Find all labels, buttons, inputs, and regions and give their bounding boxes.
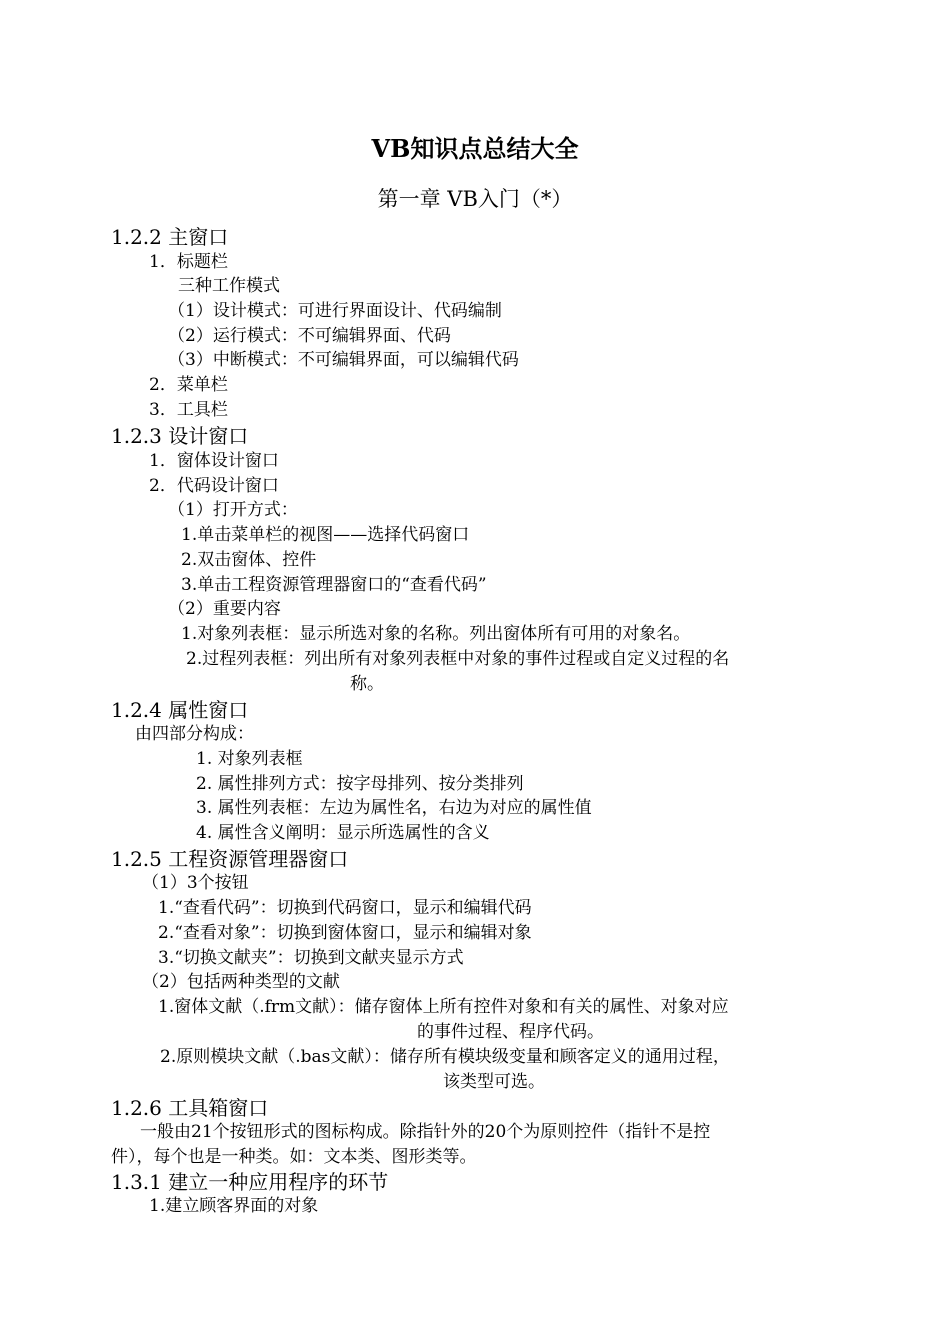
list-item: 1.对象列表框：显示所选对象的名称。列出窗体所有可用的对象名。 xyxy=(181,624,691,644)
list-item: 1.建立顾客界面的对象 xyxy=(149,1196,319,1216)
list-item: 1.窗体文献（.frm文献）：储存窗体上所有控件对象和有关的属性、对象对应 xyxy=(158,997,729,1017)
list-item: 1．标题栏 xyxy=(149,252,228,272)
list-item: 2. 属性排列方式：按字母排列、按分类排列 xyxy=(196,774,524,794)
subheading: （1）打开方式： xyxy=(168,500,298,520)
list-item: 3. 属性列表框：左边为属性名，右边为对应的属性值 xyxy=(196,798,592,818)
list-item: （3）中断模式：不可编辑界面，可以编辑代码 xyxy=(168,350,519,370)
list-item: 1.单击菜单栏的视图——选择代码窗口 xyxy=(181,525,470,545)
section-heading-1-2-2: 1.2.2 主窗口 xyxy=(111,225,229,249)
chapter-heading: 第一章 VB入门（*） xyxy=(377,187,573,211)
paragraph-continuation: 件），每个也是一种类。如：文本类、图形类等。 xyxy=(111,1147,477,1167)
list-item: 3.单击工程资源管理器窗口的“查看代码” xyxy=(181,575,487,595)
document-title: VB知识点总结大全 xyxy=(371,134,579,163)
section-heading-1-2-4: 1.2.4 属性窗口 xyxy=(111,698,249,722)
section-heading-1-3-1: 1.3.1 建立一种应用程序的环节 xyxy=(111,1170,389,1194)
subheading: 三种工作模式 xyxy=(178,276,280,296)
list-item: 1.“查看代码”：切换到代码窗口，显示和编辑代码 xyxy=(158,898,532,918)
list-item: 2.过程列表框：列出所有对象列表框中对象的事件过程或自定义过程的名 xyxy=(186,649,730,669)
list-item: 1．窗体设计窗口 xyxy=(149,451,279,471)
list-item: 2.双击窗体、控件 xyxy=(181,550,317,570)
subheading: （2）重要内容 xyxy=(168,599,281,619)
list-item: （1）设计模式：可进行界面设计、代码编制 xyxy=(168,301,502,321)
paragraph: 一般由21个按钮形式的图标构成。除指针外的20个为原则控件（指针不是控 xyxy=(140,1122,711,1142)
list-item-continuation: 的事件过程、程序代码。 xyxy=(417,1022,604,1042)
subheading: （1）3个按钮 xyxy=(142,873,249,893)
list-item-continuation: 称。 xyxy=(350,674,384,694)
list-item: 2．代码设计窗口 xyxy=(149,476,279,496)
section-heading-1-2-3: 1.2.3 设计窗口 xyxy=(111,424,249,448)
list-item: 3.“切换文献夹”：切换到文献夹显示方式 xyxy=(158,948,464,968)
section-heading-1-2-6: 1.2.6 工具箱窗口 xyxy=(111,1096,269,1120)
list-item: 2.“查看对象”：切换到窗体窗口，显示和编辑对象 xyxy=(158,923,532,943)
list-item: （2）运行模式：不可编辑界面、代码 xyxy=(168,326,451,346)
section-heading-1-2-5: 1.2.5 工程资源管理器窗口 xyxy=(111,847,349,871)
list-item: 3．工具栏 xyxy=(149,400,228,420)
list-item-continuation: 该类型可选。 xyxy=(443,1072,545,1092)
list-item: 2．菜单栏 xyxy=(149,375,228,395)
paragraph: 由四部分构成： xyxy=(135,724,254,744)
list-item: 2.原则模块文献（.bas文献）：储存所有模块级变量和顾客定义的通用过程， xyxy=(160,1047,730,1067)
list-item: 1. 对象列表框 xyxy=(196,749,303,769)
list-item: 4. 属性含义阐明：显示所选属性的含义 xyxy=(196,823,490,843)
subheading: （2）包括两种类型的文献 xyxy=(142,972,340,992)
